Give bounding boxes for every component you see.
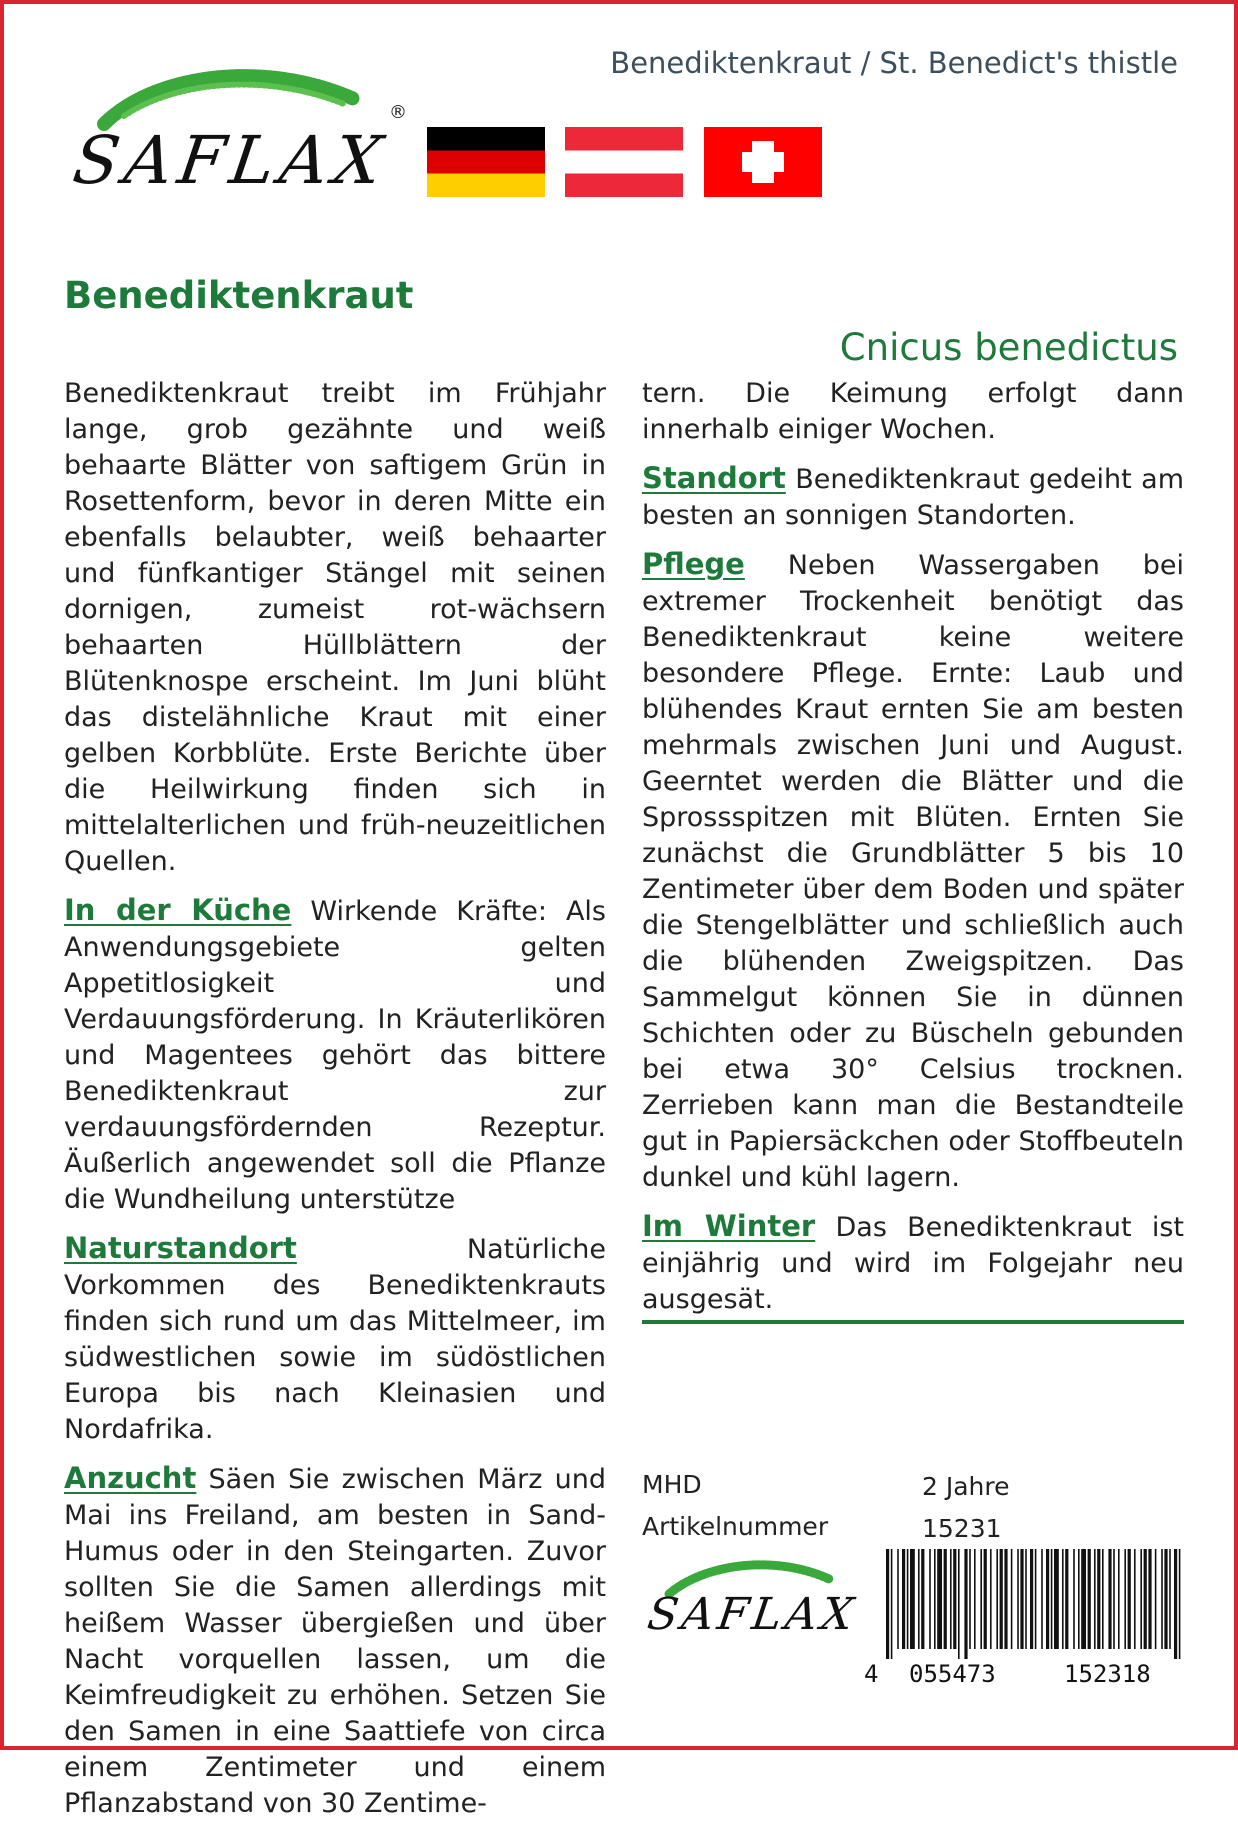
left-column [64, 376, 606, 1834]
barcode-bar [934, 1549, 936, 1649]
barcode-bar [1054, 1549, 1059, 1649]
barcode-bar [1062, 1549, 1064, 1649]
barcode-bar [897, 1549, 899, 1649]
barcode-bar [1144, 1549, 1147, 1649]
barcode-bar [964, 1549, 967, 1659]
growing-text: Säen Sie zwischen März und Mai ins Freiland, am besten in Sand-Humus oder in den Steingarten. Zuvor sollten Sie die Samen allerdings mit heißem Wasser übergießen und über Nacht vorquellen lassen, um die Keimfreudigkeit zu erhöhen. Setzen Sie den Samen in eine Saattiefe von circa einem Zentimeter und einem Pflanzabstand von 30 Zentime- [64, 1464, 606, 1819]
care-text: Neben Wassergaben bei extremer Trockenheit benötigt das Benediktenkraut keine weitere besondere Pflege. Ernte: Laub und blühendes Kraut ernten Sie am besten mehrmals zwischen Juni und August. Geerntet werden die Blätter und die Sprossspitzen mit Blüten. Ernten Sie zunächst die Grundblätter 5 bis 10 Zentimeter über dem Boden und später die Stengelblätter und schließlich auch die blühenden Zweigspitzen. Das Sammelgut können Sie in dünnen Schichten oder zu Büscheln gebunden bei etwa 30° Celsius trocknen. Zerrieben kann man die Bestandteile gut in Papiersäckchen oder Stoffbeuteln dunkel und kühl lagern. [642, 550, 1184, 1193]
growing-title: Anzucht [64, 1461, 197, 1495]
brand-name-small: SAFLAX [644, 1589, 861, 1640]
germany-flag-icon [427, 127, 545, 197]
winter-text: Das Benediktenkraut ist einjährig und wird im Folgejahr neu ausgesät. [642, 1212, 1184, 1315]
barcode-bar [1169, 1549, 1171, 1649]
barcode-bar [1088, 1549, 1091, 1649]
natural-location-section [64, 1230, 606, 1448]
intro-text: Benediktenkraut treibt im Frühjahr lange, grob gezähnte und weiß behaarte Blätter von saftigem Grün in Rosettenform, bevor in deren Mitte ein ebenfalls belaubter, weiß behaarter und fünfkantiger Stängel mit seinen dornigen, zumeist rot-wächsern behaarten Hüllblättern der Blütenknospe erscheint. Im Juni blüht das distelähnliche Kraut mit einer gelben Korbblüte. Erste Berichte über die Heilwirkung finden sich in mittelalterlichen und früh-neuzeitlichen Quellen. [64, 378, 606, 877]
barcode-bar [907, 1549, 909, 1649]
barcode-bar [1140, 1549, 1142, 1649]
saflax-logo-small [644, 1549, 864, 1659]
barcode-bar [984, 1549, 987, 1649]
barcode-bar [1081, 1549, 1086, 1649]
right-column [642, 376, 1184, 1330]
barcode-bar [950, 1549, 952, 1649]
barcode-group-1: 055473 [909, 1660, 996, 1688]
barcode-bar [921, 1549, 924, 1649]
article-number-label: Artikelnummer [642, 1512, 829, 1541]
barcode-first-digit: 4 [864, 1660, 879, 1688]
barcode-bar [1174, 1549, 1177, 1659]
barcode-bar [1179, 1549, 1181, 1659]
mhd-value: 2 Jahre [922, 1472, 1010, 1501]
barcode-bar [1161, 1549, 1163, 1649]
location-title: Standort [642, 461, 786, 495]
article-number-value: 15231 [922, 1514, 1002, 1543]
barcode-bar [1041, 1549, 1043, 1649]
section-divider [642, 1320, 1184, 1324]
location-section [642, 460, 1184, 534]
barcode-bar [918, 1549, 920, 1649]
winter-title: Im Winter [642, 1209, 816, 1243]
barcode-bar [958, 1549, 960, 1659]
barcode-bar [1118, 1549, 1120, 1649]
barcode-bar [990, 1549, 992, 1649]
barcode-bar [1004, 1549, 1007, 1649]
barcode-bar [902, 1549, 905, 1649]
intro-paragraph [64, 376, 606, 880]
barcode-bar [996, 1549, 998, 1649]
barcode-bar [1102, 1549, 1104, 1649]
saflax-logo [64, 54, 414, 214]
natural-location-text: Natürliche Vorkommen des Benediktenkrauts finden sich rund um das Mittelmeer, im südwestlichen sowie im südöstlichen Europa bis nach Kleinasien und Nordafrika. [64, 1234, 606, 1445]
barcode-bar [1148, 1549, 1151, 1649]
barcode-bar [1025, 1549, 1027, 1649]
barcode-bar [1134, 1549, 1136, 1649]
growing-section [64, 1460, 606, 1822]
care-title: Pflege [642, 547, 745, 581]
winter-section [642, 1208, 1184, 1318]
latin-name: Cnicus benedictus [839, 326, 1178, 369]
barcode-bar [1017, 1549, 1019, 1649]
barcode-bar [1035, 1549, 1037, 1649]
barcode-bar [1065, 1549, 1068, 1649]
barcode-bar [1155, 1549, 1157, 1649]
barcode-bar [953, 1549, 956, 1649]
barcode-bar [1020, 1549, 1023, 1649]
barcode-bar [1124, 1549, 1126, 1649]
barcode-bar [1078, 1549, 1080, 1649]
registered-mark: ® [389, 102, 407, 123]
barcode-bar [929, 1549, 931, 1649]
barcode-bar [1094, 1549, 1096, 1649]
barcode-bar [980, 1549, 982, 1649]
barcode-bar [1051, 1549, 1053, 1649]
continuation-paragraph [642, 376, 1184, 448]
kitchen-title: In der Küche [64, 893, 292, 927]
continuation-text: tern. Die Keimung erfolgt dann innerhalb einiger Wochen. [642, 378, 1184, 445]
natural-location-title: Naturstandort [64, 1231, 297, 1265]
barcode-group-2: 152318 [1064, 1660, 1151, 1688]
barcode-bar [1113, 1549, 1115, 1649]
top-title: Benediktenkraut / St. Benedict's thistle [610, 46, 1178, 80]
barcode-bar [1011, 1549, 1013, 1649]
barcode-bar [1108, 1549, 1111, 1649]
barcode-bar [1030, 1549, 1033, 1649]
barcode-bar [974, 1549, 976, 1649]
mhd-label: MHD [642, 1470, 702, 1499]
barcode-bar [886, 1549, 889, 1659]
kitchen-text: Wirkende Kräfte: Als Anwendungsgebiete gelten Appetitlosigkeit und Verdauungsförderung. In Kräuterlikören und Magentees gehört das bittere Benediktenkraut zur verdauungsfördernden Rezeptur. Äußerlich angewendet soll die Pflanze die Wundheilung unterstütze [64, 896, 606, 1215]
barcode-bar [1164, 1549, 1167, 1649]
barcode-bar [1046, 1549, 1049, 1649]
kitchen-section [64, 892, 606, 1218]
switzerland-flag-icon [704, 127, 822, 197]
austria-flag-icon [565, 127, 683, 197]
barcode-bar [1128, 1549, 1131, 1649]
barcode-bar [1073, 1549, 1075, 1649]
barcode-bar [1000, 1549, 1003, 1649]
barcode-bar [937, 1549, 942, 1649]
barcode-bar [944, 1549, 947, 1649]
barcode-bar [969, 1549, 971, 1649]
care-section [642, 546, 1184, 1196]
barcode-bar [910, 1549, 915, 1649]
product-heading: Benediktenkraut [64, 274, 414, 317]
brand-name: SAFLAX [68, 122, 393, 199]
location-text: Benediktenkraut gedeiht am besten an sonnigen Standorten. [642, 464, 1184, 531]
barcode-bar [1097, 1549, 1100, 1649]
barcode [884, 1549, 1184, 1659]
barcode-bar [891, 1549, 893, 1659]
